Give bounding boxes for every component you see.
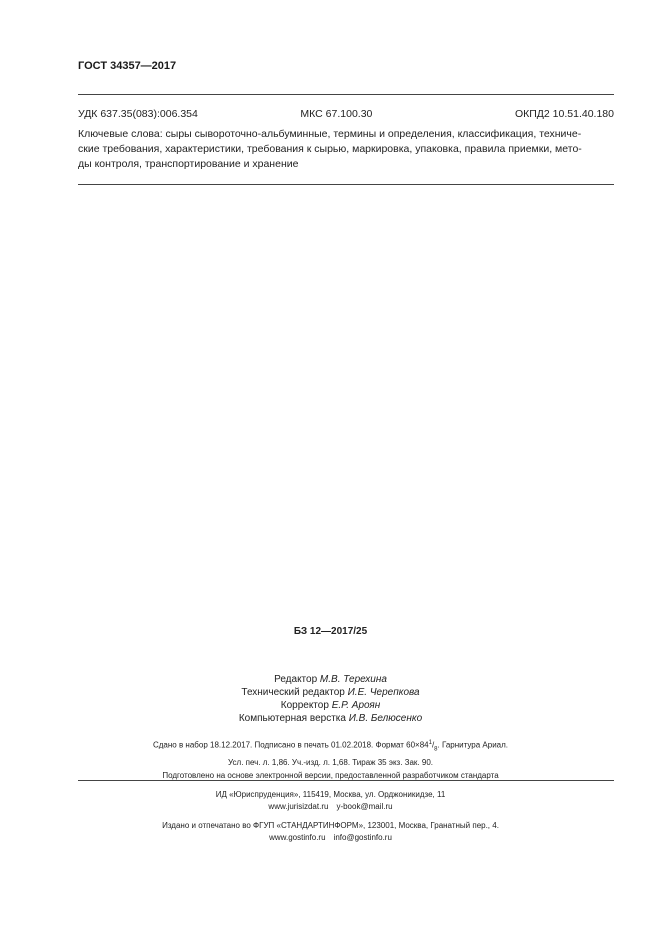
print-info-line: Подготовлено на основе электронной версии, предоставленной разработчиком стандарта [162,771,499,781]
corrector-line [0,699,661,712]
keywords-block [78,127,614,172]
editor-name: М.В. Терехина [319,674,387,685]
printer-line: Издано и отпечатано во ФГУП «СТАНДАРТИНФОРМ», 123001, Москва, Гранатный пер., 4. [162,821,499,830]
printer-website[interactable]: www.gostinfo.ru [269,833,326,842]
corrector-label: Корректор [280,700,329,711]
print-info-line: Усл. печ. л. 1,86. Уч.-изд. л. 1,68. Тираж 35 экз. Зак. 90. [228,758,433,768]
tech-editor-label: Технический редактор [241,687,345,698]
print-info-line: Сдано в набор 18.12.2017. Подписано в печать 01.02.2018. Формат $60\times 84^1/_8$. Гарнитура Ариал. [152,740,509,753]
credits-block [0,673,661,725]
keywords-divider [78,184,614,185]
mks-code: МКС 67.100.30 [300,108,373,120]
editor-line [0,673,661,686]
print-info-block [0,737,661,782]
corrector-name: Е.Р. Ароян [331,700,381,711]
tech-editor-name: И.Е. Черепкова [347,687,420,698]
document-title: ГОСТ 34357—2017 [78,60,177,72]
layout-name: И.В. Белюсенко [348,713,423,724]
publisher-website[interactable]: www.jurisizdat.ru [268,802,329,811]
classification-row [78,108,614,120]
printer-email[interactable]: info@gostinfo.ru [333,833,392,842]
printer-contacts [0,832,661,844]
publisher-block [0,789,661,844]
format-numerator: 1 [428,740,432,746]
bz-code: БЗ 12—2017/25 [293,626,368,637]
spacer [0,813,661,820]
publisher-email[interactable]: y-book@mail.ru [336,802,393,811]
print-info-text: . Гарнитура Ариал. [437,740,509,750]
layout-line [0,712,661,725]
keywords-line: ды контроля, транспортирование и хранение [78,158,299,170]
publisher-contacts [0,801,661,813]
editor-label: Редактор [274,674,318,685]
keywords-line: ские требования, характеристики, требования к сырью, маркировка, упаковка, правила приемки, мето- [78,143,582,155]
print-info-text: Сдано в набор 18.12.2017. Подписано в печать 01.02.2018. Формат 60×84 [152,740,429,750]
udc-code: УДК 637.35(083):006.354 [78,108,198,120]
okpd-code: ОКПД2 10.51.40.180 [514,108,614,120]
format-denominator: 8 [434,746,438,753]
layout-label: Компьютерная верстка [238,713,346,724]
footer-divider [78,780,614,781]
header-divider [78,94,614,95]
keywords-line: Ключевые слова: сыры сывороточно-альбуминные, термины и определения, классификация, техниче- [78,128,582,140]
tech-editor-line [0,686,661,699]
publisher-line: ИД «Юриспруденция», 115419, Москва, ул. Орджоникидзе, 11 [215,790,446,799]
